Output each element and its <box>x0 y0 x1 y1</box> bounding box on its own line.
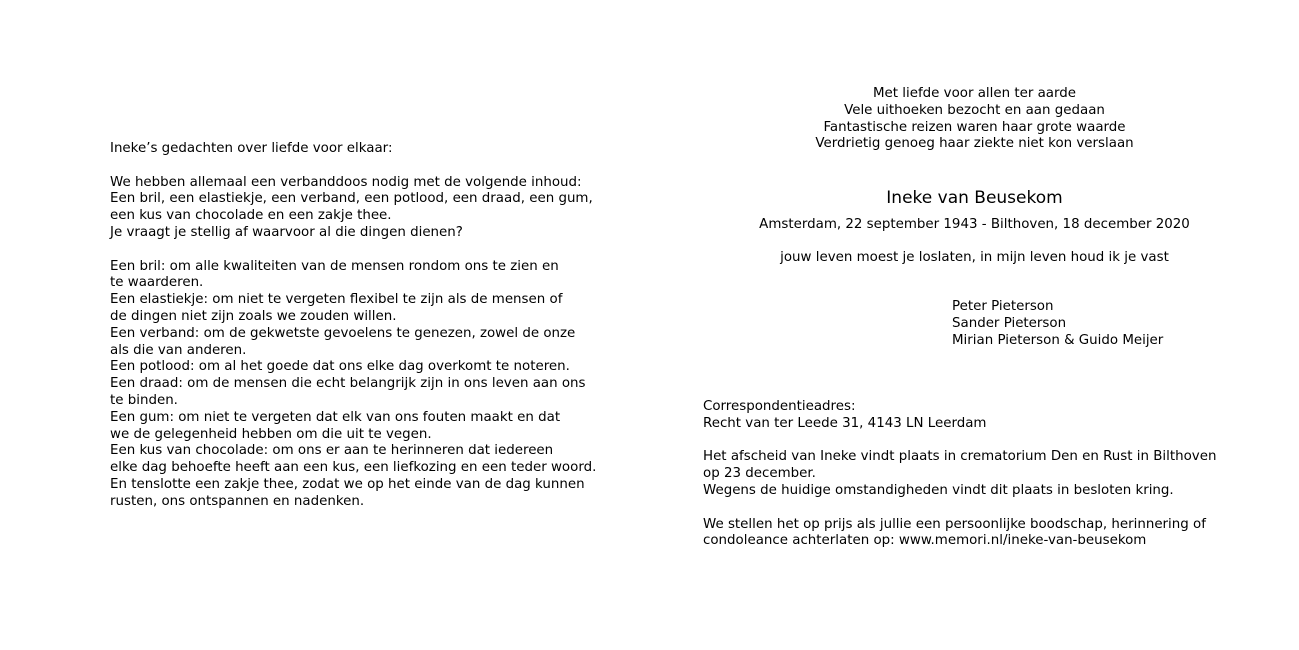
birth-death-dates: Amsterdam, 22 september 1943 - Bilthoven, 18 december 2020 <box>759 217 1190 232</box>
info-line: condoleance achterlaten op: www.memori.nl/ineke-van-beusekom <box>703 533 1147 549</box>
info-line: Correspondentieadres: <box>703 399 856 414</box>
text-line: Een gum: om niet te vergeten dat elk van ons fouten maakt en dat <box>110 409 561 425</box>
text-line: als die van anderen. <box>110 342 247 358</box>
text-line: En tenslotte een zakje thee, zodat we op het einde van de dag kunnen <box>110 476 585 492</box>
text-line: een kus van chocolade en een zakje thee. <box>110 208 392 224</box>
text-line: Je vraagt je stellig af waarvoor al die dingen dienen? <box>110 224 463 240</box>
poem-line: Fantastische reizen waren haar grote waarde <box>823 119 1126 135</box>
text-line: Een potlood: om al het goede dat ons elke dag overkomt te noteren. <box>110 359 570 375</box>
text-line: we de gelegenheid hebben om die uit te vegen. <box>110 426 432 442</box>
text-line: We hebben allemaal een verbanddoos nodig met de volgende inhoud: <box>110 174 582 190</box>
text-line: Een draad: om de mensen die echt belangrijk zijn in ons leven aan ons <box>110 376 586 392</box>
poem-line: Vele uithoeken bezocht en aan gedaan <box>844 102 1105 118</box>
family-names <box>952 299 1163 349</box>
info-line: Wegens de huidige omstandigheden vindt dit plaats in besloten kring. <box>703 482 1174 498</box>
info-line <box>703 433 1263 450</box>
family-member: Peter Pieterson <box>952 299 1054 314</box>
poem-line: Met liefde voor allen ter aarde <box>872 86 1077 101</box>
memorial-quote: jouw leven moest je loslaten, in mijn leven houd ik je vast <box>780 250 1169 265</box>
text-line: rusten, ons ontspannen en nadenken. <box>110 493 365 509</box>
family-member: Mirian Pieterson & Guido Meijer <box>952 332 1164 348</box>
text-line <box>110 242 630 259</box>
info-line: Recht van ter Leede 31, 4143 LN Leerdam <box>703 415 987 431</box>
memorial-poem <box>650 86 1299 153</box>
text-line: Ineke’s gedachten over liefde voor elkaar: <box>110 141 393 156</box>
family-member: Sander Pieterson <box>952 315 1067 331</box>
text-line: te waarderen. <box>110 275 204 291</box>
text-line: Een verband: om de gekwetste gevoelens te genezen, zowel de onze <box>110 325 576 341</box>
info-line <box>703 500 1263 517</box>
info-line: op 23 december. <box>703 466 816 482</box>
text-line: elke dag behoefte heeft aan een kus, een liefkozing en een teder woord. <box>110 460 597 476</box>
deceased-name: Ineke van Beusekom <box>886 188 1063 208</box>
left-page <box>0 0 649 650</box>
right-page <box>650 0 1299 650</box>
text-line: de dingen niet zijn zoals we zouden willen. <box>110 308 397 324</box>
text-line: te binden. <box>110 392 178 408</box>
funeral-info <box>703 399 1263 550</box>
text-line: Een bril: om alle kwaliteiten van de mensen rondom ons te zien en <box>110 258 559 274</box>
text-line <box>110 158 630 175</box>
info-line: Het afscheid van Ineke vindt plaats in crematorium Den en Rust in Bilthoven <box>703 449 1217 465</box>
poem-line: Verdrietig genoeg haar ziekte niet kon verslaan <box>815 136 1134 152</box>
verbanddoos-text <box>110 141 630 511</box>
text-line: Een bril, een elastiekje, een verband, een potlood, een draad, een gum, <box>110 191 593 207</box>
text-line: Een kus van chocolade: om ons er aan te herinneren dat iedereen <box>110 443 554 459</box>
text-line: Een elastiekje: om niet te vergeten flexibel te zijn als de mensen of <box>110 292 563 308</box>
info-line: We stellen het op prijs als jullie een persoonlijke boodschap, herinnering of <box>703 516 1206 532</box>
